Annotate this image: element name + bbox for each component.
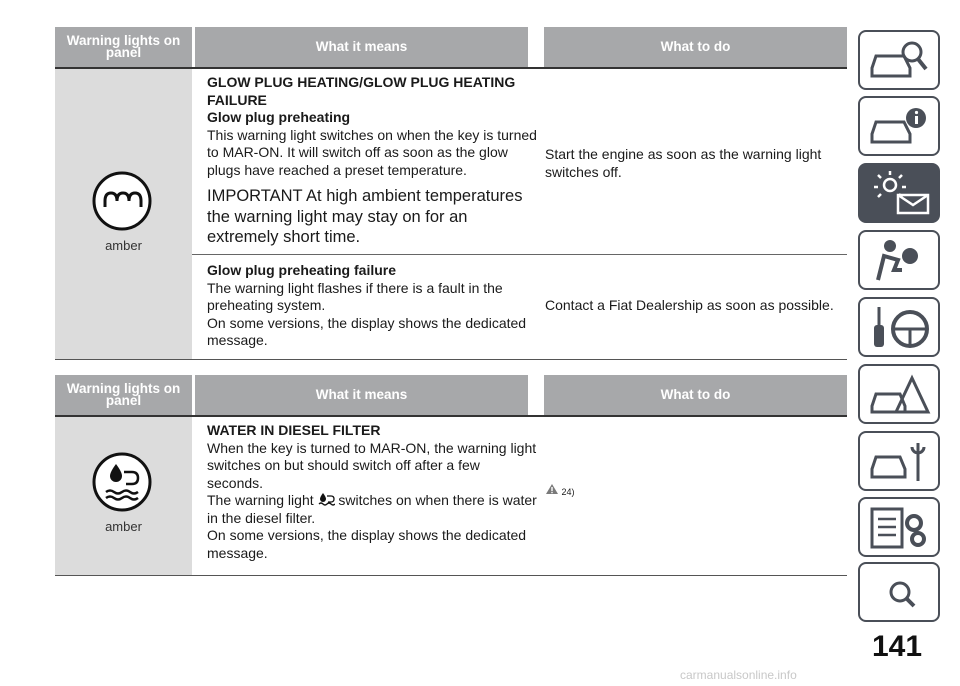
row-title: WATER IN DIESEL FILTER: [207, 422, 381, 438]
desc-part-1: The warning light: [207, 492, 314, 508]
tab-car-info[interactable]: [858, 96, 940, 156]
row-glow-plug-failure: [207, 262, 537, 350]
water-in-diesel-icon: [92, 452, 152, 512]
watermark: carmanualsonline.info: [680, 668, 797, 682]
warning-table-glow-plug: [55, 27, 847, 360]
car-breakdown-icon: [868, 372, 932, 418]
row-description-2: [207, 492, 537, 527]
specs-list-icon: [868, 505, 932, 551]
row-glow-plug-preheating: [207, 74, 537, 248]
index-icon: [868, 570, 932, 616]
table-bottom-line: [55, 575, 847, 576]
row-description: The warning light flashes if there is a fault in the preheating system.: [207, 279, 503, 313]
table-header: [55, 27, 847, 67]
tab-car-service[interactable]: [858, 431, 940, 491]
header-warning-lights: Warning lights on panel: [55, 375, 192, 415]
row-description: This warning light switches on when the key is turned to MAR-ON. It will switch off as soon as the glow plugs have reached a preset temperature.: [207, 126, 537, 178]
row-subtitle: Glow plug preheating failure: [207, 262, 397, 278]
tab-index[interactable]: [858, 562, 940, 622]
water-in-diesel-inline-icon: [318, 492, 335, 506]
airbag-seat-icon: [868, 238, 932, 284]
glow-plug-icon: [92, 171, 152, 231]
row-divider: [192, 254, 847, 255]
tab-warning-lights[interactable]: [858, 163, 940, 223]
car-service-icon: [868, 439, 932, 485]
warning-triangle-icon: [545, 483, 559, 495]
row-water-in-filter: [207, 422, 537, 562]
row-subtitle: Glow plug preheating: [207, 109, 351, 125]
row-description-2: On some versions, the display shows the dedicated message.: [207, 314, 527, 348]
row-description-3: On some versions, the display shows the dedicated message.: [207, 527, 527, 561]
reference-note: 24): [561, 487, 575, 497]
tab-car-breakdown[interactable]: [858, 364, 940, 424]
table-bottom-line: [55, 359, 847, 360]
warning-table-water-in-diesel: [55, 375, 847, 576]
header-warning-lights: Warning lights on panel: [55, 27, 192, 67]
page-number: 141: [872, 630, 923, 663]
icon-color-label: amber: [105, 519, 142, 534]
header-what-to-do: What to do: [544, 375, 847, 415]
warning-lights-icon: [868, 171, 932, 217]
tab-key-steering[interactable]: [858, 297, 940, 357]
row-description: When the key is turned to MAR-ON, the warning light switches on but should switch off after a few seconds.: [207, 439, 537, 491]
car-info-icon: [868, 104, 932, 150]
car-search-icon: [868, 38, 932, 84]
header-what-it-means: What it means: [195, 375, 528, 415]
desc-part-2: switches on when there is water in the diesel filter.: [207, 492, 537, 526]
icon-color-label: amber: [105, 238, 142, 253]
table-header: [55, 375, 847, 415]
tab-car-search[interactable]: [858, 30, 940, 90]
key-steering-icon: [868, 305, 932, 351]
todo-failure: Contact a Fiat Dealership as soon as possible.: [545, 297, 834, 313]
tab-airbag-seat[interactable]: [858, 230, 940, 290]
header-what-it-means: What it means: [195, 27, 528, 67]
todo-preheating: Start the engine as soon as the warning light switches off.: [545, 146, 822, 180]
row-title: GLOW PLUG HEATING/GLOW PLUG HEATING FAILURE: [207, 74, 516, 108]
important-note: IMPORTANT At high ambient temperatures the warning light may stay on for an extremely short time.: [207, 187, 523, 246]
todo-reference: [545, 483, 845, 498]
tab-specs-list[interactable]: [858, 497, 940, 557]
header-what-to-do: What to do: [544, 27, 847, 67]
